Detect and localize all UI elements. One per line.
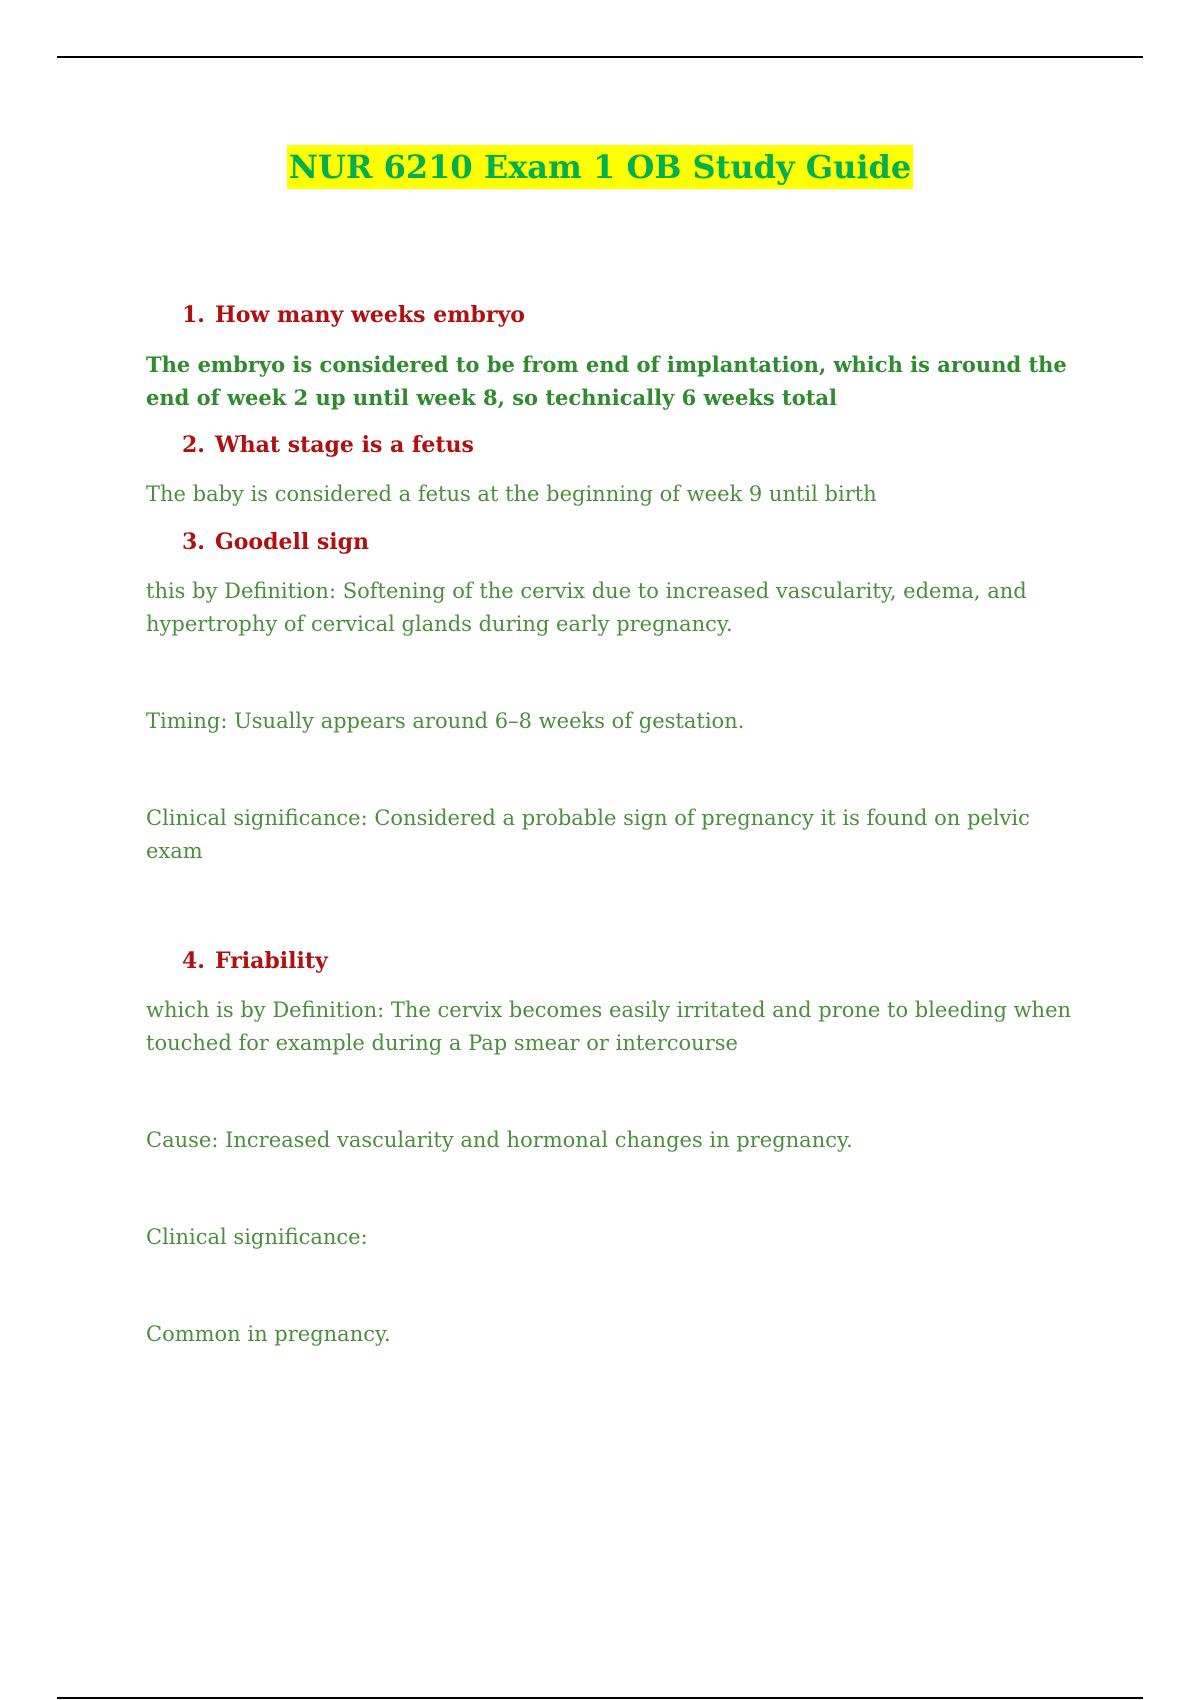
section-number: 2. <box>182 432 205 458</box>
section-3-definition: this by Definition: Softening of the cervix due to increased vascularity, edema, and hypertrophy of cervical glands during early pregnancy. <box>146 579 1027 636</box>
title-container <box>0 145 1200 189</box>
section-4-cause: Cause: Increased vascularity and hormonal changes in pregnancy. <box>146 1128 853 1152</box>
section-heading-3 <box>182 527 1086 557</box>
section-title: Goodell sign <box>214 529 369 555</box>
section-2-answer: The baby is considered a fetus at the beginning of week 9 until birth <box>146 482 877 506</box>
section-heading-1 <box>182 300 1086 330</box>
section-number: 4. <box>182 948 205 974</box>
bottom-rule <box>57 1697 1143 1699</box>
section-heading-4 <box>182 946 1086 976</box>
section-title: What stage is a fetus <box>214 432 474 458</box>
section-4-definition: which is by Definition: The cervix becomes easily irritated and prone to bleeding when touched for example during a Pap smear or intercourse <box>146 998 1072 1055</box>
top-rule <box>57 56 1143 58</box>
section-1-answer: The embryo is considered to be from end of implantation, which is around the end of week 2 up until week 8, so technically 6 weeks total <box>146 352 1067 410</box>
section-4-clinical-significance: Clinical significance: <box>146 1225 368 1249</box>
section-heading-2 <box>182 430 1086 460</box>
section-3-timing: Timing: Usually appears around 6–8 weeks of gestation. <box>146 709 745 733</box>
section-number: 3. <box>182 529 205 555</box>
document-body <box>146 300 1086 1367</box>
section-4-note: Common in pregnancy. <box>146 1322 391 1346</box>
document-title: NUR 6210 Exam 1 OB Study Guide <box>287 145 914 189</box>
section-title: How many weeks embryo <box>214 302 525 328</box>
section-number: 1. <box>182 302 205 328</box>
section-3-clinical-significance: Clinical significance: Considered a probable sign of pregnancy it is found on pelvic exam <box>146 806 1030 863</box>
section-title: Friability <box>214 948 328 974</box>
